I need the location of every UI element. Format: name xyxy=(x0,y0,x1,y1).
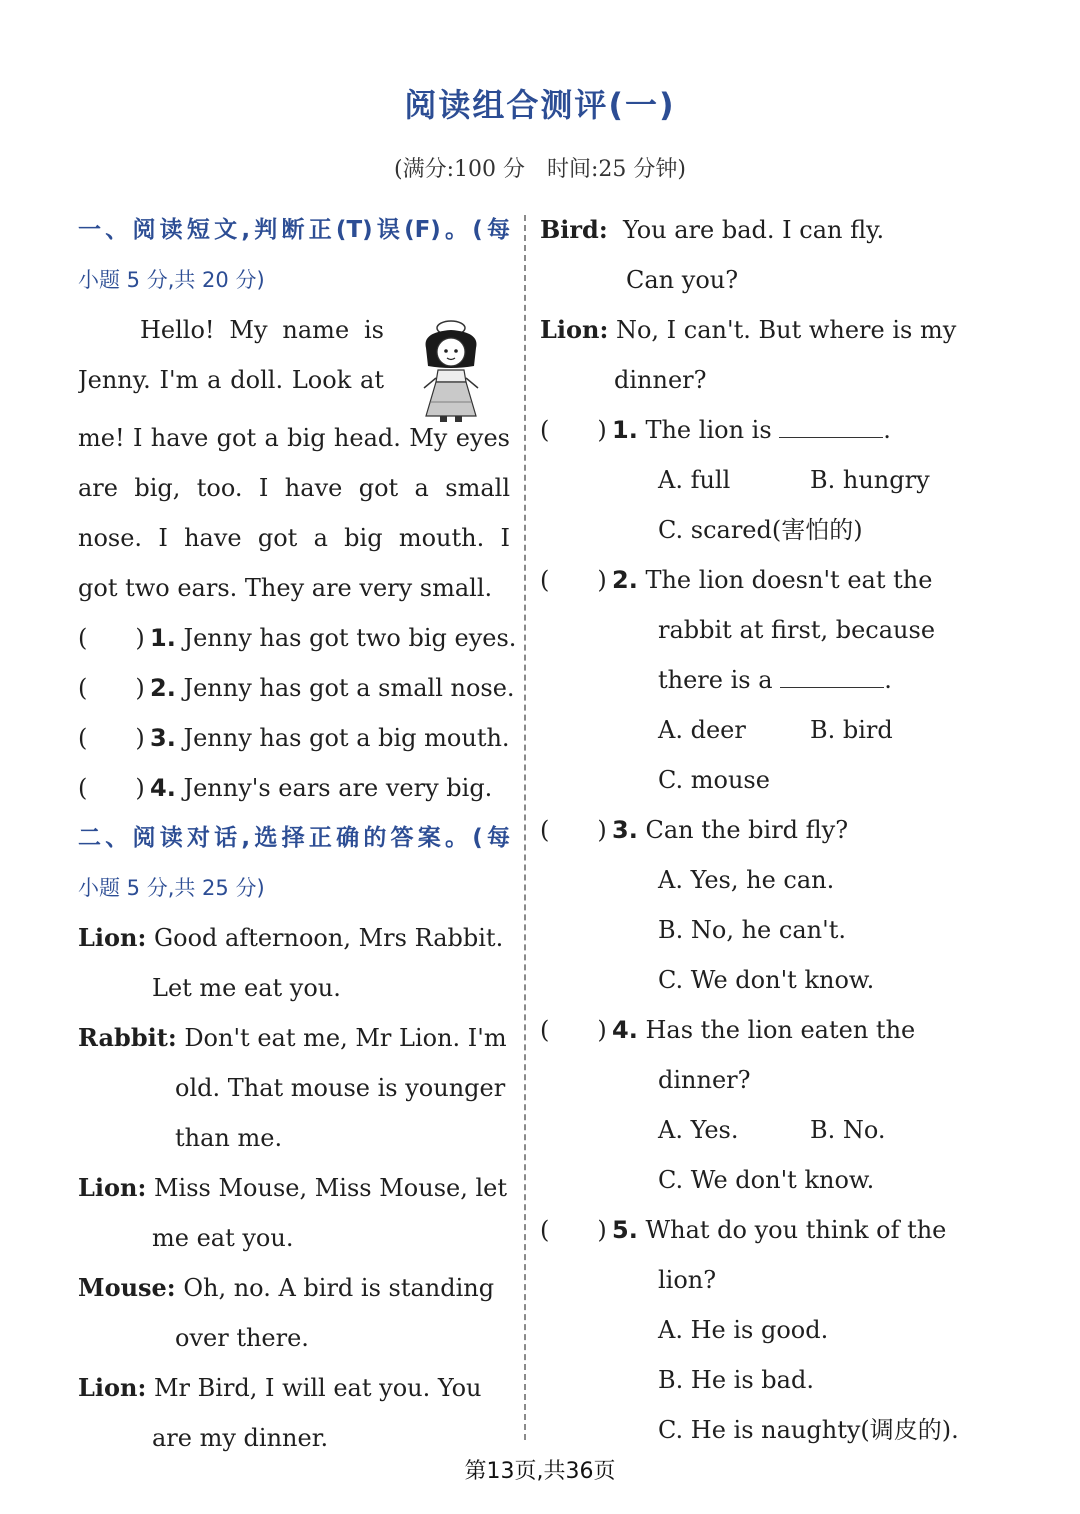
question-number: 2. xyxy=(150,674,176,702)
option-a[interactable]: A. full xyxy=(658,466,731,494)
answer-blank[interactable]: ( ) xyxy=(540,1216,607,1244)
option-c[interactable]: C. We don't know. xyxy=(658,1166,875,1194)
dialogue-line: me eat you. xyxy=(152,1224,294,1252)
speaker-label: Lion: xyxy=(78,1173,147,1202)
dialogue-line: Can you? xyxy=(626,266,739,294)
mc-question-3 xyxy=(540,805,972,855)
dialogue-line xyxy=(78,1013,510,1063)
answer-blank[interactable]: ( ) xyxy=(78,624,145,652)
question-stem: The lion doesn't eat the xyxy=(645,566,933,594)
dialogue-text: You are bad. I can fly. xyxy=(622,216,885,244)
question-number: 4. xyxy=(150,774,176,802)
question-number: 1. xyxy=(150,624,176,652)
section1-heading: 一、阅读短文,判断正(T)误(F)。(每 xyxy=(78,217,510,243)
page-number-footer: 第13页,共36页 xyxy=(464,1459,616,1484)
page-subtitle: (满分:100 分 时间:25 分钟) xyxy=(394,157,686,182)
page-title: 阅读组合测评(一) xyxy=(404,86,676,124)
dialogue-line: old. That mouse is younger xyxy=(175,1074,506,1102)
fill-blank[interactable] xyxy=(779,405,883,438)
question-text: Jenny has got a big mouth. xyxy=(183,724,510,752)
question-number: 1. xyxy=(612,416,638,444)
options-row xyxy=(540,455,972,505)
dialogue-line xyxy=(540,305,972,355)
question-text: Jenny has got a small nose. xyxy=(183,674,515,702)
question-number: 3. xyxy=(612,816,638,844)
tf-question-1 xyxy=(78,613,517,663)
question-text: Jenny's ears are very big. xyxy=(183,774,493,802)
answer-blank[interactable]: ( ) xyxy=(540,1016,607,1044)
dialogue-line xyxy=(78,913,510,963)
answer-blank[interactable]: ( ) xyxy=(540,416,607,444)
dialogue-line: dinner? xyxy=(614,366,707,394)
answer-blank[interactable]: ( ) xyxy=(78,774,145,802)
speaker-label: Lion: xyxy=(78,923,147,952)
option-b[interactable]: B. He is bad. xyxy=(658,1366,814,1394)
speaker-label: Bird: xyxy=(540,215,608,244)
answer-blank[interactable]: ( ) xyxy=(78,724,145,752)
passage-line: nose. I have got a big mouth. I xyxy=(78,524,510,552)
question-number: 4. xyxy=(612,1016,638,1044)
dialogue-text: Don't eat me, Mr Lion. I'm xyxy=(184,1024,507,1052)
question-stem-cont: rabbit at first, because xyxy=(658,616,936,644)
options-row xyxy=(540,705,972,755)
passage-line: Hello! My name is xyxy=(140,316,384,344)
stem-end: . xyxy=(883,416,891,444)
question-text: Jenny has got two big eyes. xyxy=(183,624,517,652)
dialogue-line xyxy=(78,1263,510,1313)
option-b[interactable]: B. No. xyxy=(810,1116,886,1144)
fill-blank[interactable] xyxy=(780,655,884,688)
question-stem-cont: dinner? xyxy=(658,1066,751,1094)
question-number: 3. xyxy=(150,724,176,752)
question-stem: Has the lion eaten the xyxy=(645,1016,916,1044)
mc-question-4 xyxy=(540,1005,972,1055)
passage-line: got two ears. They are very small. xyxy=(78,574,493,602)
question-stem-cont: lion? xyxy=(658,1266,717,1294)
dialogue-text: Mr Bird, I will eat you. You xyxy=(153,1374,482,1402)
option-a[interactable]: A. He is good. xyxy=(658,1316,829,1344)
option-c[interactable]: C. scared(害怕的) xyxy=(658,516,863,544)
tf-question-3 xyxy=(78,713,510,763)
option-b[interactable]: B. hungry xyxy=(810,466,930,494)
question-stem-cont xyxy=(540,655,972,705)
option-b[interactable]: B. bird xyxy=(810,716,893,744)
column-divider xyxy=(524,215,526,1440)
question-stem: The lion is xyxy=(645,416,772,444)
right-column xyxy=(540,205,972,1455)
question-stem: What do you think of the xyxy=(645,1216,947,1244)
question-number: 5. xyxy=(612,1216,638,1244)
dialogue-line xyxy=(78,1363,510,1413)
dialogue-line xyxy=(540,205,972,255)
mc-question-5 xyxy=(540,1205,972,1255)
passage-line: are big, too. I have got a small xyxy=(78,474,510,502)
dialogue-line: Let me eat you. xyxy=(152,974,341,1002)
answer-blank[interactable]: ( ) xyxy=(540,566,607,594)
stem-end: . xyxy=(884,666,892,694)
section2-heading: 二、阅读对话,选择正确的答案。(每 xyxy=(78,825,510,851)
tf-question-2 xyxy=(78,663,515,713)
dialogue-line: than me. xyxy=(175,1124,283,1152)
tf-question-4 xyxy=(78,763,510,813)
option-c[interactable]: C. mouse xyxy=(658,766,770,794)
passage-line: Jenny. I'm a doll. Look at xyxy=(78,366,384,394)
speaker-label: Lion: xyxy=(540,315,609,344)
question-stem: Can the bird fly? xyxy=(645,816,849,844)
dialogue-line: over there. xyxy=(175,1324,309,1352)
mc-question-2 xyxy=(540,555,972,605)
options-row xyxy=(540,1105,972,1155)
question-number: 2. xyxy=(612,566,638,594)
dialogue-line: are my dinner. xyxy=(152,1424,329,1452)
dialogue-text: Oh, no. A bird is standing xyxy=(183,1274,495,1302)
speaker-label: Lion: xyxy=(78,1373,147,1402)
dialogue-text: No, I can't. But where is my xyxy=(615,316,957,344)
speaker-label: Mouse: xyxy=(78,1273,176,1302)
section2-heading-cont: 小题 5 分,共 25 分) xyxy=(78,876,265,900)
dialogue-text: Good afternoon, Mrs Rabbit. xyxy=(153,924,504,952)
option-a[interactable]: A. deer xyxy=(658,716,746,744)
option-a[interactable]: A. Yes. xyxy=(658,1116,739,1144)
option-c[interactable]: C. He is naughty(调皮的). xyxy=(658,1416,959,1444)
option-a[interactable]: A. Yes, he can. xyxy=(658,866,835,894)
question-stem-text: there is a xyxy=(658,666,773,694)
dialogue-line xyxy=(78,1163,510,1213)
answer-blank[interactable]: ( ) xyxy=(540,816,607,844)
section1-heading-cont: 小题 5 分,共 20 分) xyxy=(78,268,265,292)
option-c[interactable]: C. We don't know. xyxy=(658,966,875,994)
answer-blank[interactable]: ( ) xyxy=(78,674,145,702)
option-b[interactable]: B. No, he can't. xyxy=(658,916,846,944)
left-column xyxy=(78,205,517,1463)
speaker-label: Rabbit: xyxy=(78,1023,177,1052)
passage-line: me! I have got a big head. My eyes xyxy=(78,424,510,452)
mc-question-1 xyxy=(540,405,972,455)
dialogue-text: Miss Mouse, Miss Mouse, let xyxy=(153,1174,508,1202)
